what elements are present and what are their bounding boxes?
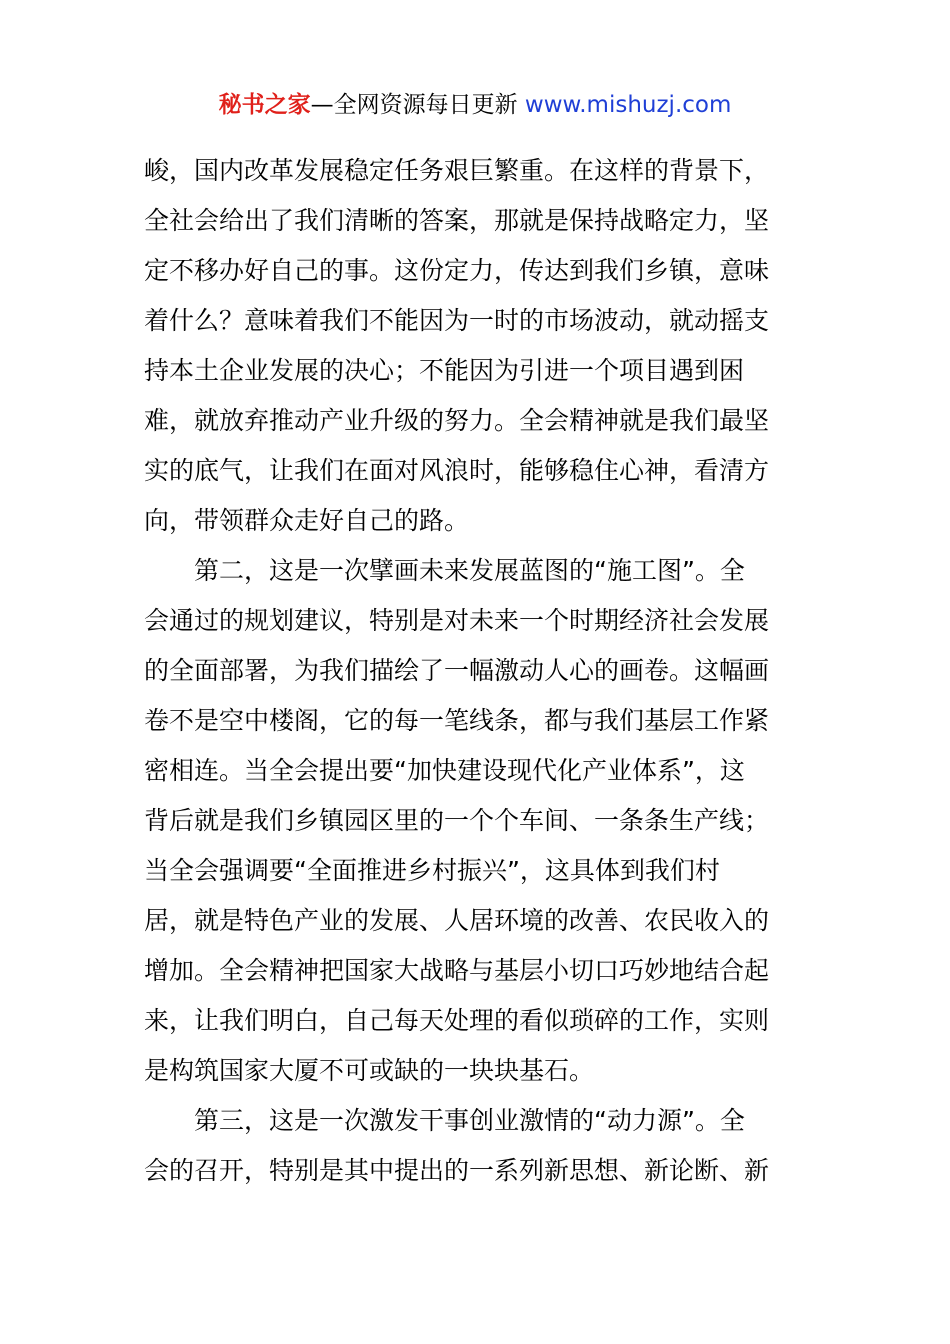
text-line: 背后就是我们乡镇园区里的一个个车间、一条条生产线； <box>144 806 770 835</box>
paragraph-first-line: 第二，这是一次擘画未来发展蓝图的“施工图”。全 <box>194 556 745 585</box>
header-tagline: —全网资源每日更新 <box>310 92 525 118</box>
header-brand: 秘书之家 <box>218 92 311 118</box>
text-line: 向，带领群众走好自己的路。 <box>144 506 470 535</box>
header-url-link[interactable]: www.mishuzj.com <box>524 92 732 118</box>
text-line: 定不移办好自己的事。这份定力，传达到我们乡镇，意味 <box>144 256 770 285</box>
paragraph-first-line: 第三，这是一次激发干事创业激情的“动力源”。全 <box>194 1106 745 1135</box>
text-line: 卷不是空中楼阁，它的每一笔线条，都与我们基层工作紧 <box>144 706 770 735</box>
text-line: 居，就是特色产业的发展、人居环境的改善、农民收入的 <box>144 906 770 935</box>
text-line: 增加。全会精神把国家大战略与基层小切口巧妙地结合起 <box>144 956 770 985</box>
text-line: 是构筑国家大厦不可或缺的一块块基石。 <box>144 1056 595 1085</box>
text-line: 着什么？意味着我们不能因为一时的市场波动，就动摇支 <box>144 306 770 335</box>
text-line: 会通过的规划建议，特别是对未来一个时期经济社会发展 <box>144 606 770 635</box>
document-body <box>144 146 810 1196</box>
text-line: 难，就放弃推动产业升级的努力。全会精神就是我们最坚 <box>144 406 770 435</box>
text-line: 全社会给出了我们清晰的答案，那就是保持战略定力，坚 <box>144 206 770 235</box>
text-line: 峻，国内改革发展稳定任务艰巨繁重。在这样的背景下， <box>144 156 770 185</box>
text-line: 当全会强调要“全面推进乡村振兴”，这具体到我们村 <box>144 856 720 885</box>
text-line: 来，让我们明白，自己每天处理的看似琐碎的工作，实则 <box>144 1006 770 1035</box>
text-line: 持本土企业发展的决心；不能因为引进一个项目遇到困 <box>144 356 745 385</box>
text-line: 的全面部署，为我们描绘了一幅激动人心的画卷。这幅画 <box>144 656 770 685</box>
page-header <box>0 88 950 122</box>
text-line: 会的召开，特别是其中提出的一系列新思想、新论断、新 <box>144 1156 770 1185</box>
text-line: 密相连。当全会提出要“加快建设现代化产业体系”，这 <box>144 756 745 785</box>
text-line: 实的底气，让我们在面对风浪时，能够稳住心神，看清方 <box>144 456 770 485</box>
